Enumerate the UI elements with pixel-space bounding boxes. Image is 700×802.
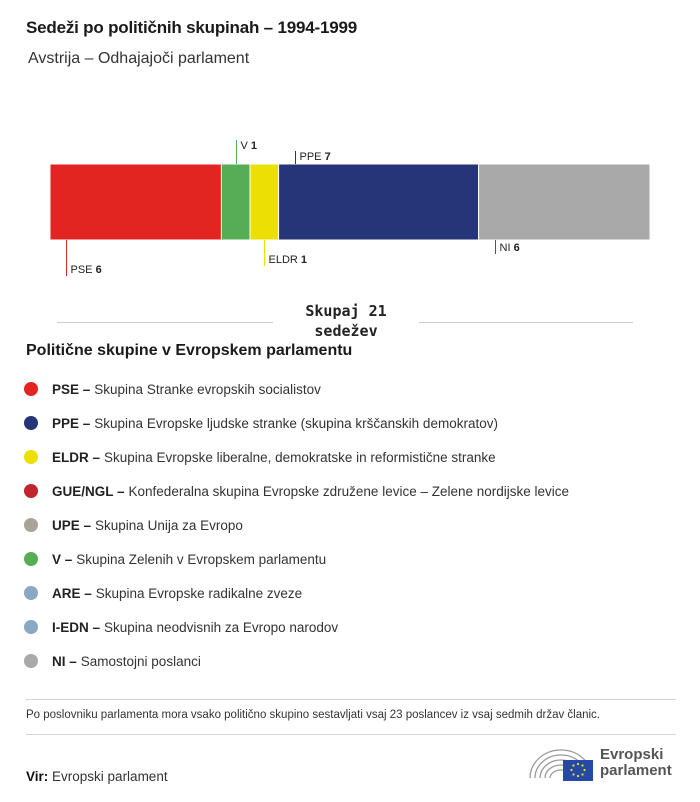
page-title: Sedeži po političnih skupinah – 1994-1999 [26, 18, 357, 37]
legend-item [24, 406, 569, 440]
bar-label-name: PPE [299, 151, 325, 163]
legend-group-name: Skupina Stranke evropskih socialistov [94, 381, 321, 397]
legend-abbreviation: PSE – [52, 381, 91, 397]
legend-abbreviation: ARE – [52, 585, 92, 601]
bar-label-ni [500, 242, 520, 254]
bar-segment-v [221, 164, 250, 240]
bar-label-value: 6 [95, 264, 102, 276]
total-seats [272, 301, 420, 341]
legend-item [24, 508, 569, 542]
legend-color-dot [24, 518, 38, 532]
total-seats-line1: Skupaj 21 [305, 302, 387, 320]
parliament-emblem-icon [528, 744, 594, 782]
legend-title: Politične skupine v Evropskem parlamentu [26, 342, 353, 359]
footnote: Po poslovniku parlamenta mora vsako politično skupino sestavljati vsaj 23 poslancev iz vsaj sedmih držav članic. [26, 709, 601, 721]
legend-color-dot [24, 484, 38, 498]
source-label: Vir: [26, 769, 49, 784]
bar-label-value: 7 [324, 151, 331, 163]
legend-item [24, 644, 569, 678]
bar-label-ppe [300, 151, 331, 163]
legend-abbreviation: GUE/NGL – [52, 483, 125, 499]
bar-segment-eldr [250, 164, 279, 240]
total-divider-left [57, 322, 273, 323]
legend-item [24, 610, 569, 644]
legend-item [24, 372, 569, 406]
source [26, 769, 168, 784]
bar-segment-ppe [279, 164, 479, 240]
legend-color-dot [24, 416, 38, 430]
bar-segment-pse [50, 164, 221, 240]
bar-label-name: PSE [70, 264, 96, 276]
legend-color-dot [24, 620, 38, 634]
legend-group-name: Skupina Zelenih v Evropskem parlamentu [76, 551, 327, 567]
bar-label-value: 1 [250, 140, 258, 152]
total-divider-right [419, 322, 633, 323]
legend-item [24, 440, 569, 474]
bar-label-name: V [240, 140, 251, 152]
bar-label-eldr [269, 254, 308, 266]
seats-bar-chart [0, 130, 700, 290]
footnote-divider-bottom [26, 734, 676, 735]
legend-group-name: Skupina Evropske ljudske stranke (skupina krščanskih demokratov) [94, 415, 498, 431]
legend-abbreviation: ELDR – [52, 449, 101, 465]
bar-label-pse [71, 264, 102, 276]
legend [24, 372, 569, 678]
legend-group-name: Skupina Evropske radikalne zveze [95, 585, 303, 601]
legend-group-name: Skupina Evropske liberalne, demokratske in reformistične stranke [104, 449, 496, 465]
bar-label-value: 1 [300, 254, 308, 266]
legend-abbreviation: I-EDN – [52, 619, 101, 635]
footnote-divider-top [26, 699, 676, 700]
legend-item [24, 474, 569, 508]
legend-group-name: Samostojni poslanci [80, 653, 201, 669]
legend-item [24, 576, 569, 610]
legend-abbreviation: V – [52, 551, 73, 567]
bar-label-name: NI [499, 242, 514, 254]
page-subtitle: Avstrija – Odhajajoči parlament [28, 50, 250, 67]
legend-color-dot [24, 586, 38, 600]
legend-color-dot [24, 552, 38, 566]
logo-text-line2: parlament [600, 762, 672, 779]
legend-abbreviation: PPE – [52, 415, 91, 431]
legend-color-dot [24, 654, 38, 668]
source-value: Evropski parlament [52, 769, 168, 784]
legend-abbreviation: UPE – [52, 517, 92, 533]
legend-color-dot [24, 382, 38, 396]
legend-group-name: Skupina neodvisnih za Evropo narodov [104, 619, 339, 635]
legend-group-name: Skupina Unija za Evropo [95, 517, 243, 533]
bar-segment-ni [479, 164, 650, 240]
ep-logo [528, 744, 672, 782]
total-seats-line2: sedežev [314, 322, 378, 340]
legend-item [24, 542, 569, 576]
logo-text-line1: Evropski [600, 746, 664, 763]
legend-abbreviation: NI – [52, 653, 77, 669]
bar-label-v [241, 140, 258, 152]
legend-color-dot [24, 450, 38, 464]
legend-group-name: Konfederalna skupina Evropske združene levice – Zelene nordijske levice [128, 483, 570, 499]
bar-label-value: 6 [513, 242, 520, 254]
bar-label-name: ELDR [268, 254, 301, 266]
